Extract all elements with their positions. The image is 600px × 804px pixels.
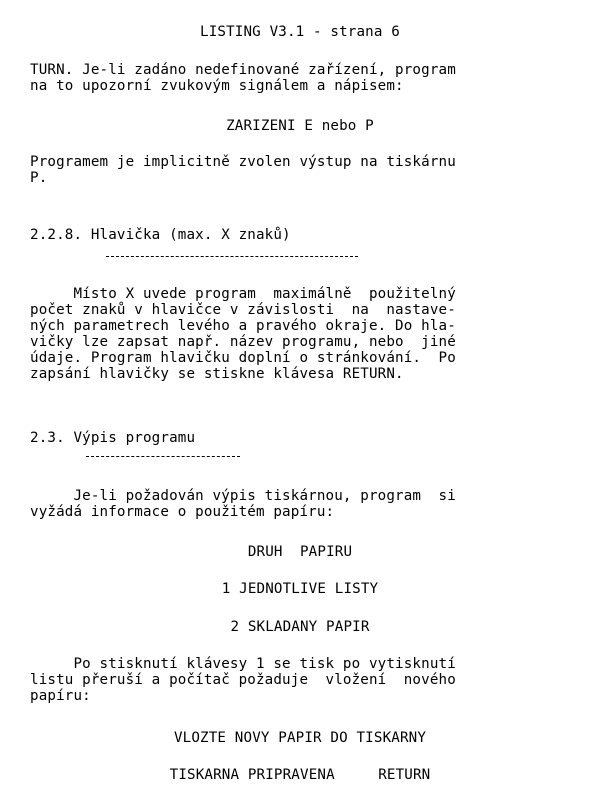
- section-heading: 2.3. Výpis programu: [30, 430, 196, 446]
- paper-option-continuous: 2 SKLADANY PAPIR: [230, 619, 370, 635]
- paragraph-line: zapsání hlavičky se stiskne klávesa RETURN.: [30, 366, 404, 382]
- section-heading: 2.2.8. Hlavička (max. X znaků): [30, 227, 291, 243]
- paragraph-line: TURN. Je-li zadáno nedefinované zařízení, program: [30, 62, 456, 78]
- paragraph-line: údaje. Program hlavičku doplní o stránkování. Po: [30, 350, 456, 366]
- heading-underline: [86, 456, 240, 457]
- paragraph-line: vičky lze zapsat např. název programu, nebo jiné: [30, 334, 456, 350]
- printer-ready-message: TISKARNA PRIPRAVENA RETURN: [169, 767, 431, 783]
- paragraph-line: P.: [30, 170, 48, 186]
- device-error-message: ZARIZENI E nebo P: [226, 118, 374, 134]
- paragraph-line: Po stisknutí klávesy 1 se tisk po vytisknutí: [30, 656, 456, 672]
- page-header: LISTING V3.1 - strana 6: [200, 24, 400, 40]
- paper-type-title: DRUH PAPIRU: [247, 544, 353, 560]
- paragraph-line: Programem je implicitně zvolen výstup na tiskárnu: [30, 154, 456, 170]
- insert-paper-message: VLOZTE NOVY PAPIR DO TISKARNY: [173, 730, 427, 746]
- paragraph-line: Místo X uvede program maximálně použitelný: [30, 286, 456, 302]
- paragraph-line: počet znaků v hlavičce v závislosti na nastave-: [30, 302, 456, 318]
- paper-option-single-sheets: 1 JEDNOTLIVE LISTY: [221, 581, 379, 597]
- heading-underline: [106, 256, 358, 257]
- paragraph-line: Je-li požadován výpis tiskárnou, program si: [30, 488, 456, 504]
- paragraph-line: na to upozorní zvukovým signálem a nápisem:: [30, 78, 404, 94]
- paragraph-line: vyžádá informace o použitém papíru:: [30, 504, 335, 520]
- paragraph-line: ných parametrech levého a pravého okraje. Do hla-: [30, 318, 456, 334]
- paragraph-line: papíru:: [30, 688, 91, 704]
- paragraph-line: listu přeruší a počítač požaduje vložení nového: [30, 672, 456, 688]
